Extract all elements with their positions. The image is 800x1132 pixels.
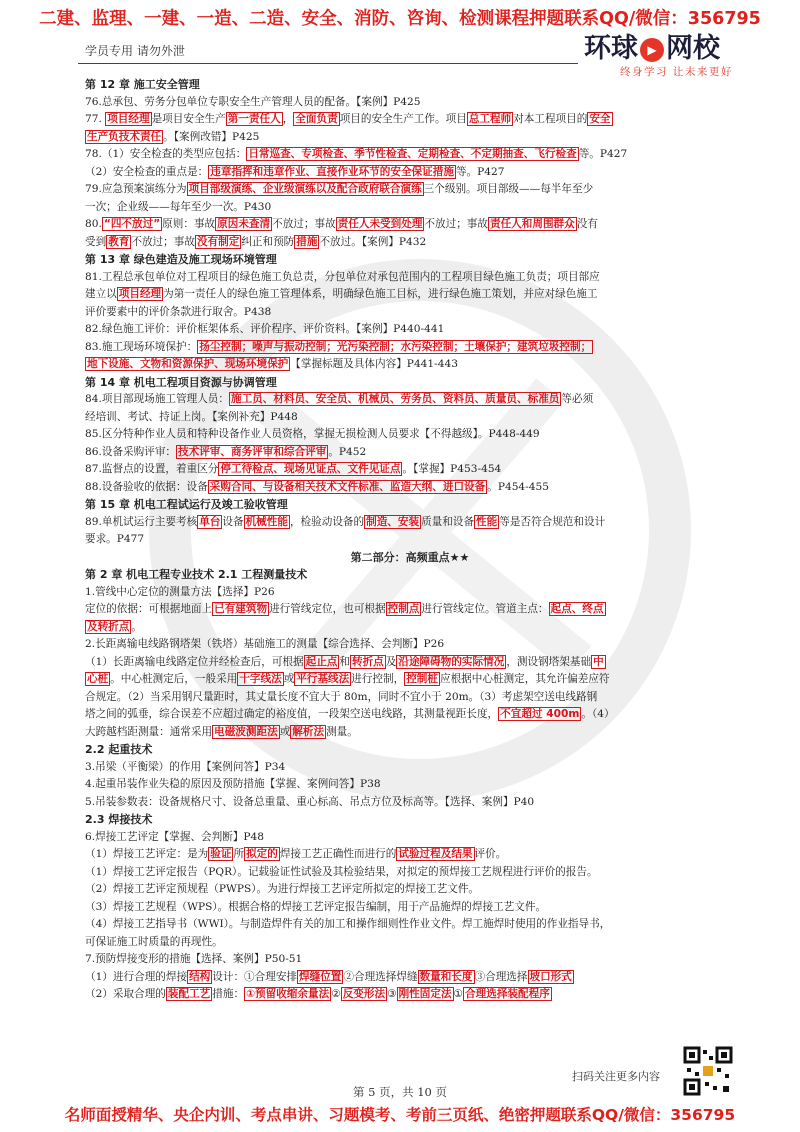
highlight: 总工程师 — [468, 113, 512, 125]
text-line: 生产负技术责任 。【案例改错】P425 — [87, 130, 260, 143]
chapter-heading: 第 15 章 机电工程试运行及竣工验收管理 — [85, 498, 288, 511]
text-line: 85.区分特种作业人员和特种设备作业人员资格，掌握无损检测人员要求【不得越级】。P448-449 — [85, 428, 540, 440]
highlight: 沿途障碍物的实际情况 — [398, 655, 505, 668]
highlight: 起止点 — [305, 655, 338, 668]
highlight: 措施 — [296, 235, 318, 248]
highlight: 第一责任人 — [227, 113, 281, 125]
highlight: ①预留收缩余量法 — [246, 988, 330, 1000]
logo-wordmark — [584, 26, 720, 65]
text-line: 及转折点 。 — [87, 620, 142, 633]
highlight: 责任人未受到处理 — [337, 218, 423, 230]
highlight: “四不放过” — [103, 218, 161, 230]
text-line: 78.（1）安全检查的类型应包括： 日常巡查、专项检查、季节性检查、定期检查、不定期抽查、飞行检查 等。P427 — [85, 148, 628, 160]
header-divider — [78, 63, 578, 64]
highlight: 及转折点 — [87, 620, 130, 633]
highlight: 十字线法 — [239, 673, 282, 685]
text-line: （2）安全检查的重点是： 违章指挥和违章作业、直接作业环节的安全保证措施 等。P427 — [85, 165, 505, 178]
text-line: 2.长距离输电线路钢塔架（铁塔）基础施工的测量【综合选择、会判断】P26 — [85, 638, 445, 650]
text-line: 地下设施、文物和资源保护、现场环境保护 【掌握标题及具体内容】P441-443 — [87, 358, 458, 370]
text-line: 定位的依据：可根据地面上 已有建筑物 进行管线定位，也可根据 控制点 进行管线定位。管道主点： 起点、终点 — [85, 603, 604, 615]
text-line: 88.设备验收的依据：设备 采购合同、与设备相关技术文件标准、监造大纲、进口设备 。P454-455 — [85, 480, 549, 493]
highlight: 起点、终点 — [550, 603, 604, 615]
highlight: 性能 — [476, 515, 498, 528]
highlight: 控制点 — [387, 603, 420, 615]
chapter-heading: 第 14 章 机电工程项目资源与协调管理 — [85, 375, 277, 389]
highlight: 转折点 — [352, 655, 384, 668]
highlight: 控制桩 — [406, 673, 438, 685]
highlight: 心桩 — [87, 673, 109, 685]
text-line: 4.起重吊装作业失稳的原因及预防措施【掌握、案例问答】P38 — [85, 778, 381, 790]
text-line: （2）焊接工艺评定预规程（PWPS）。为进行焊接工艺评定所拟定的焊接工艺文件。 — [85, 883, 480, 895]
highlight: 制造、安装 — [366, 515, 420, 528]
highlight: 坡口形式 — [529, 970, 572, 983]
text-line: 79.应急预案演练分为 项目部级演练、企业级演练以及配合政府联合演练 三个级别。项目部级——每半年至少 — [85, 183, 594, 195]
qr-caption: 扫码关注更多内容 — [572, 1070, 660, 1083]
highlight: 扬尘控制；噪声与振动控制；光污染控制；水污染控制；土壤保护；建筑垃圾控制； — [199, 340, 592, 353]
logo-text-right: 网校 — [666, 33, 720, 64]
text-line: （1）焊接工艺评定报告（PQR）。记载验证性试验及其检验结果，对拟定的预焊接工艺规程进行评价的报告。 — [85, 865, 598, 878]
highlight: 施工员、材料员、安全员、机械员、劳务员、资料员、质量员、标准员 — [230, 393, 560, 405]
section-title: 第二部分：高频重点★★ — [350, 550, 470, 564]
highlight: 原因未查清 — [217, 218, 271, 230]
text-line: （4）焊接工艺指导书（WWI）。与制造焊件有关的加工和操作细则性作业文件。焊工施焊时使用的作业指导书， — [85, 918, 611, 930]
text-line: 80. “四不放过” 原则：事故 原因未查清 不放过；事故 责任人未受到处理 不放过；事故 责任人和周围群众 没有 — [85, 218, 598, 230]
top-contact-banner: 二建、监理、一建、一造、二造、安全、消防、咨询、检测课程押题联系QQ/微信：356795 — [39, 9, 761, 29]
text-line: 89.单机试运行主要考核 单台 设备 机械性能 ，检验动设备的 制造、安装 质量和设备 性能 等是否符合规范和设计 — [85, 515, 606, 528]
text-line: （1）焊接工艺评定：是为 验证 所 拟定的 焊接工艺正确性而进行的 试验过程及结果 评价。 — [85, 848, 507, 860]
text-line: 建立以 项目经理 为第一责任人的绿色施工管理体系，明确绿色施工目标，进行绿色施工策划，并应对绿色施工 — [85, 288, 598, 300]
text-line: 要求。P477 — [85, 533, 145, 545]
highlight: 安全 — [589, 113, 611, 125]
highlight: 教育 — [108, 235, 130, 248]
page-number: 第 5 页，共 10 页 — [352, 1085, 448, 1099]
text-line: 83.施工现场环境保护： 扬尘控制；噪声与振动控制；光污染控制；水污染控制；土壤保护；建筑垃圾控制； — [85, 340, 592, 353]
text-line: 87.监督点的设置，着重区分 停工待检点、现场见证点、文件见证点 。【掌握】P453-454 — [85, 463, 502, 475]
bottom-contact-banner: 名师面授精华、央企内训、考点串讲、习题模考、考前三页纸、绝密押题联系QQ/微信：356795 — [64, 1106, 736, 1124]
highlight: 装配工艺 — [167, 988, 211, 1000]
section-heading: 2.3 焊接技术 — [85, 813, 153, 826]
highlight: 全面负责 — [295, 113, 338, 125]
section-heading: 2.2 起重技术 — [85, 743, 153, 756]
highlight: 结构 — [189, 970, 211, 983]
highlight: 采购合同、与设备相关技术文件标准、监造大纲、进口设备 — [209, 480, 486, 493]
chapter-heading: 第 2 章 机电工程专业技术 2.1 工程测量技术 — [85, 568, 308, 581]
highlight: 不宜超过 400m — [500, 708, 580, 720]
text-line: 7.预防焊接变形的措施【选择、案例】P50-51 — [85, 953, 303, 965]
highlight: 数量和长度 — [419, 970, 473, 983]
highlight: 违章指挥和违章作业、直接作业环节的安全保证措施 — [210, 165, 454, 178]
document-body — [85, 76, 735, 1036]
highlight: 拟定的 — [246, 848, 278, 860]
text-line: 合规定。（2）当采用钢尺量距时，其丈量长度不宜大于 80m，同时不宜小于 20m。（3）考虑架空送电线路钢 — [85, 690, 598, 703]
highlight: 刚性固定法 — [398, 988, 452, 1000]
logo-text-left: 环球 — [584, 33, 638, 64]
highlight: 平行基线法 — [296, 673, 350, 685]
highlight: 电磁波测距法 — [214, 725, 278, 738]
highlight: 技术评审、商务评审和综合评审 — [178, 445, 327, 458]
highlight: 项目经理 — [107, 113, 150, 125]
highlight: 停工待检点、现场见证点、文件见证点 — [220, 463, 401, 475]
text-line: 86.设备采购评审： 技术评审、商务评审和综合评审 。P452 — [85, 445, 367, 458]
play-circle-icon: ▶ — [640, 38, 664, 62]
text-line: 6.焊接工艺评定【掌握、会判断】P48 — [85, 830, 265, 843]
highlight: 项目部级演练、企业级演练以及配合政府联合演练 — [188, 183, 422, 195]
highlight: 单台 — [199, 515, 221, 528]
text-line: 评价要素中的评价条款进行取舍。P438 — [85, 305, 272, 318]
highlight: 合理选择装配程序 — [465, 988, 550, 1000]
chapter-heading: 第 12 章 施工安全管理 — [85, 78, 200, 91]
confidential-note: 学员专用 请勿外泄 — [85, 44, 185, 58]
logo-slogan: 终身学习 让未来更好 — [620, 66, 733, 78]
text-line: 心桩 。中心桩测定后，一般采用 十字线法 或 平行基线法 进行控制， 控制桩 应根据中心桩测定，其允许偏差应符 — [87, 673, 610, 685]
highlight: 反变形法 — [342, 988, 386, 1000]
highlight: 试验过程及结果 — [398, 848, 473, 860]
text-line: （2）采取合理的 装配工艺 措施： ①预留收缩余量法 ② 反变形法 ③ 刚性固定法 ① 合理选择装配程序 — [85, 988, 550, 1000]
highlight: 项目经理 — [118, 288, 162, 300]
highlight: 机械性能 — [245, 515, 288, 528]
text-line: 77. 项目经理 是项目安全生产 第一责任人 ， 全面负责 项目的安全生产工作。项目 总工程师 对本工程项目的 安全 — [85, 113, 611, 125]
text-line: （1）长距离输电线路定位并经检查后，可根据 起止点 和 转折点 及 沿途障碍物的实际情况 ，测设钢塔架基础 中 — [85, 655, 604, 668]
text-line: 5.吊装参数表：设备规格尺寸、设备总重量、重心标高、吊点方位及标高等。【选择、案例】P40 — [85, 795, 535, 808]
text-line: 76.总承包、劳务分包单位专职安全生产管理人员的配备。【案例】P425 — [85, 95, 421, 108]
highlight: 地下设施、文物和资源保护、现场环境保护 — [87, 358, 289, 370]
text-line: 1.管线中心定位的测量方法【选择】P26 — [85, 585, 275, 598]
text-line: （3）焊接工艺规程（WPS）。根据合格的焊接工艺评定报告编制，用于产品施焊的焊接工艺文件。 — [85, 900, 547, 913]
text-line: 可保证施工时质量的再现性。 — [85, 935, 223, 948]
text-line: 塔之间的弧垂，综合误差不应超过确定的裕度值，一段架空送电线路，其测量视距长度， 不宜超过 400m 。（4） — [85, 708, 615, 720]
text-line: 82.绿色施工评价：评价框架体系、评价程序、评价资料。【案例】P440-441 — [85, 323, 445, 335]
highlight: 验证 — [210, 848, 232, 860]
text-line: 经培训、考试、持证上岗。【案例补充】P448 — [85, 410, 298, 423]
highlight: 解析法 — [292, 725, 325, 738]
chapter-heading: 第 13 章 绿色建造及施工现场环境管理 — [85, 253, 277, 266]
text-line: 受到 教育 不放过；事故 没有制定 纠正和预防 措施 不放过。【案例】P432 — [85, 235, 427, 248]
highlight: 生产负技术责任 — [87, 130, 162, 143]
highlight: 责任人和周围群众 — [489, 218, 575, 230]
highlight: 日常巡查、专项检查、季节性检查、定期检查、不定期抽查、飞行检查 — [248, 148, 577, 160]
text-line: 大跨越档距测量：通常采用 电磁波测距法 或 解析法 测量。 — [85, 725, 358, 738]
highlight: 焊缝位置 — [299, 970, 342, 983]
text-line: 一次；企业级——每年至少一次。P430 — [85, 200, 272, 213]
highlight: 中 — [593, 655, 604, 668]
highlight: 已有建筑物 — [214, 603, 268, 615]
text-line: 81.工程总承包单位对工程项目的绿色施工负总责，分包单位对承包范围内的工程项目绿色施工负责；项目部应 — [85, 270, 600, 283]
text-line: 84.项目部现场施工管理人员： 施工员、材料员、安全员、机械员、劳务员、资料员、质量员、标准员 等必须 — [85, 393, 594, 405]
text-line: （1）进行合理的焊接 结构 设计：①合理安排 焊缝位置 ②合理选择焊缝 数量和长度 ③合理选择 坡口形式 — [85, 970, 572, 983]
highlight: 没有制定 — [196, 235, 240, 248]
text-line: 3.吊梁（平衡梁）的作用【案例问答】P34 — [85, 760, 286, 773]
